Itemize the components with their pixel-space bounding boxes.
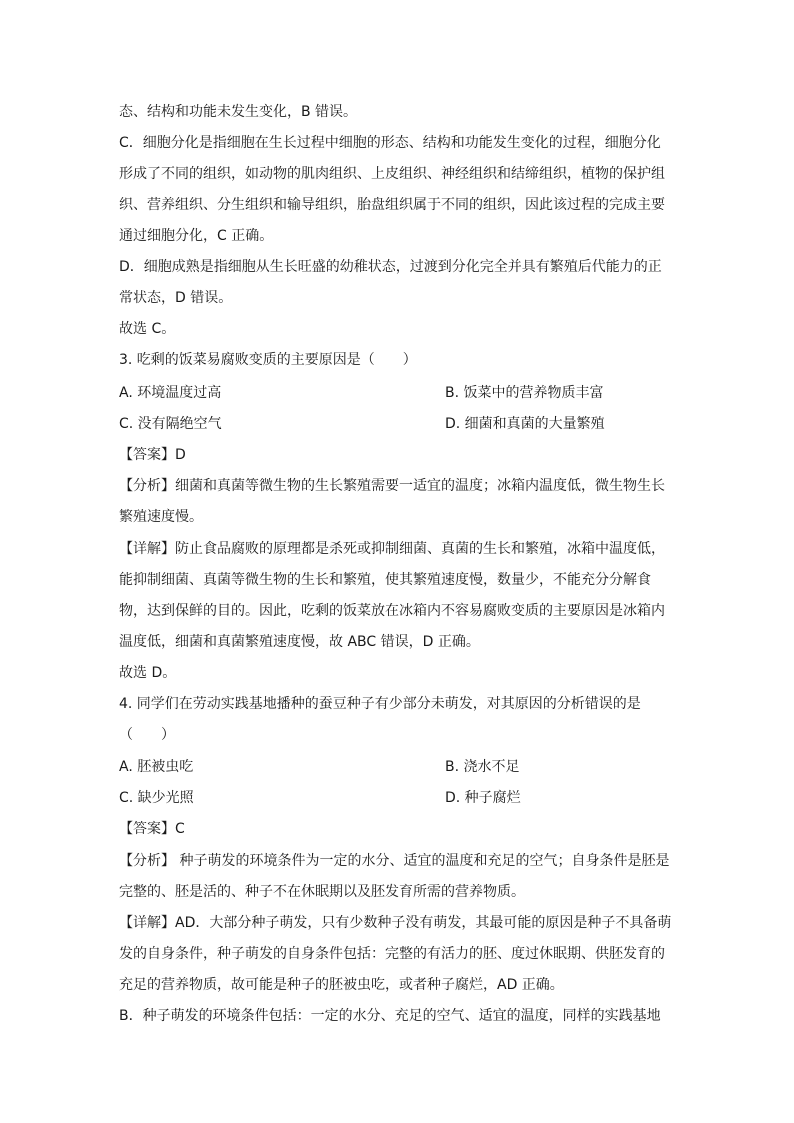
q4-answer: 【答案】C [119,821,185,837]
question-4-stem: 4. 同学们在劳动实践基地播种的蚕豆种子有少部分未萌发，对其原因的分析错误的是 [119,696,641,712]
question-3-stem: 3. 吃剩的饭菜易腐败变质的主要原因是（ ） [119,352,417,368]
q3-option-b: B. 饭菜中的营养物质丰富 [445,385,604,401]
q3-detail-line: 物，达到保鲜的目的。因此，吃剩的饭菜放在冰箱内不容易腐败变质的主要原因是冰箱内 [119,603,665,619]
q4-analysis-line: 【分析】 种子萌发的环境条件为一定的水分、适宜的温度和充足的空气；自身条件是胚是 [119,853,670,869]
question-4-stem-cont: （ ） [119,727,175,743]
paragraph-line: C．细胞分化是指细胞在生长过程中细胞的形态、结构和功能发生变化的过程，细胞分化 [119,135,661,151]
q3-option-a: A. 环境温度过高 [119,385,222,401]
q4-option-d: D. 种子腐烂 [445,790,521,806]
q4-detail-line: B．种子萌发的环境条件包括：一定的水分、充足的空气、适宜的温度，同样的实践基地 [119,1008,661,1024]
q3-detail-line: 能抑制细菌、真菌等微生物的生长和繁殖，使其繁殖速度慢，数量少，不能充分分解食 [119,572,651,588]
q3-analysis-line: 繁殖速度慢。 [119,509,203,525]
paragraph-line: 通过细胞分化，C 正确。 [119,228,274,244]
q3-analysis-line: 【分析】细菌和真菌等微生物的生长繁殖需要一适宜的温度；冰箱内温度低，微生物生长 [119,478,665,494]
q4-detail-line: 发的自身条件，种子萌发的自身条件包括：完整的有活力的胚、度过休眠期、供胚发育的 [119,946,665,962]
q4-option-a: A. 胚被虫吃 [119,759,194,775]
paragraph-line: 常状态，D 错误。 [119,290,233,306]
paragraph-line: 织、营养组织、分生组织和输导组织，胎盘组织属于不同的组织，因此该过程的完成主要 [119,197,665,213]
q3-option-d: D. 细菌和真菌的大量繁殖 [445,416,605,432]
q4-detail-line: 充足的营养物质，故可能是种子的胚被虫吃，或者种子腐烂，AD 正确。 [119,977,564,993]
q3-conclusion: 故选 D。 [119,665,177,681]
q4-analysis-line: 完整的、胚是活的、种子不在休眠期以及胚发育所需的营养物质。 [119,884,525,900]
conclusion-text: 故选 C。 [119,321,176,337]
q3-answer: 【答案】D [119,447,186,463]
q4-detail-line: 【详解】AD．大部分种子萌发，只有少数种子没有萌发，其最可能的原因是种子不具备萌 [119,915,672,931]
q3-option-c: C. 没有隔绝空气 [119,416,222,432]
q4-option-b: B. 浇水不足 [445,759,520,775]
paragraph-line: 态、结构和功能未发生变化，B 错误。 [119,104,358,120]
q3-detail-line: 温度低，细菌和真菌繁殖速度慢，故 ABC 错误，D 正确。 [119,634,480,650]
paragraph-line: D．细胞成熟是指细胞从生长旺盛的幼稚状态，过渡到分化完全并具有繁殖后代能力的正 [119,259,662,275]
paragraph-line: 形成了不同的组织，如动物的肌肉组织、上皮组织、神经组织和结缔组织，植物的保护组 [119,166,665,182]
q3-detail-line: 【详解】防止食品腐败的原理都是杀死或抑制细菌、真菌的生长和繁殖，冰箱中温度低， [119,541,665,557]
q4-option-c: C. 缺少光照 [119,790,194,806]
